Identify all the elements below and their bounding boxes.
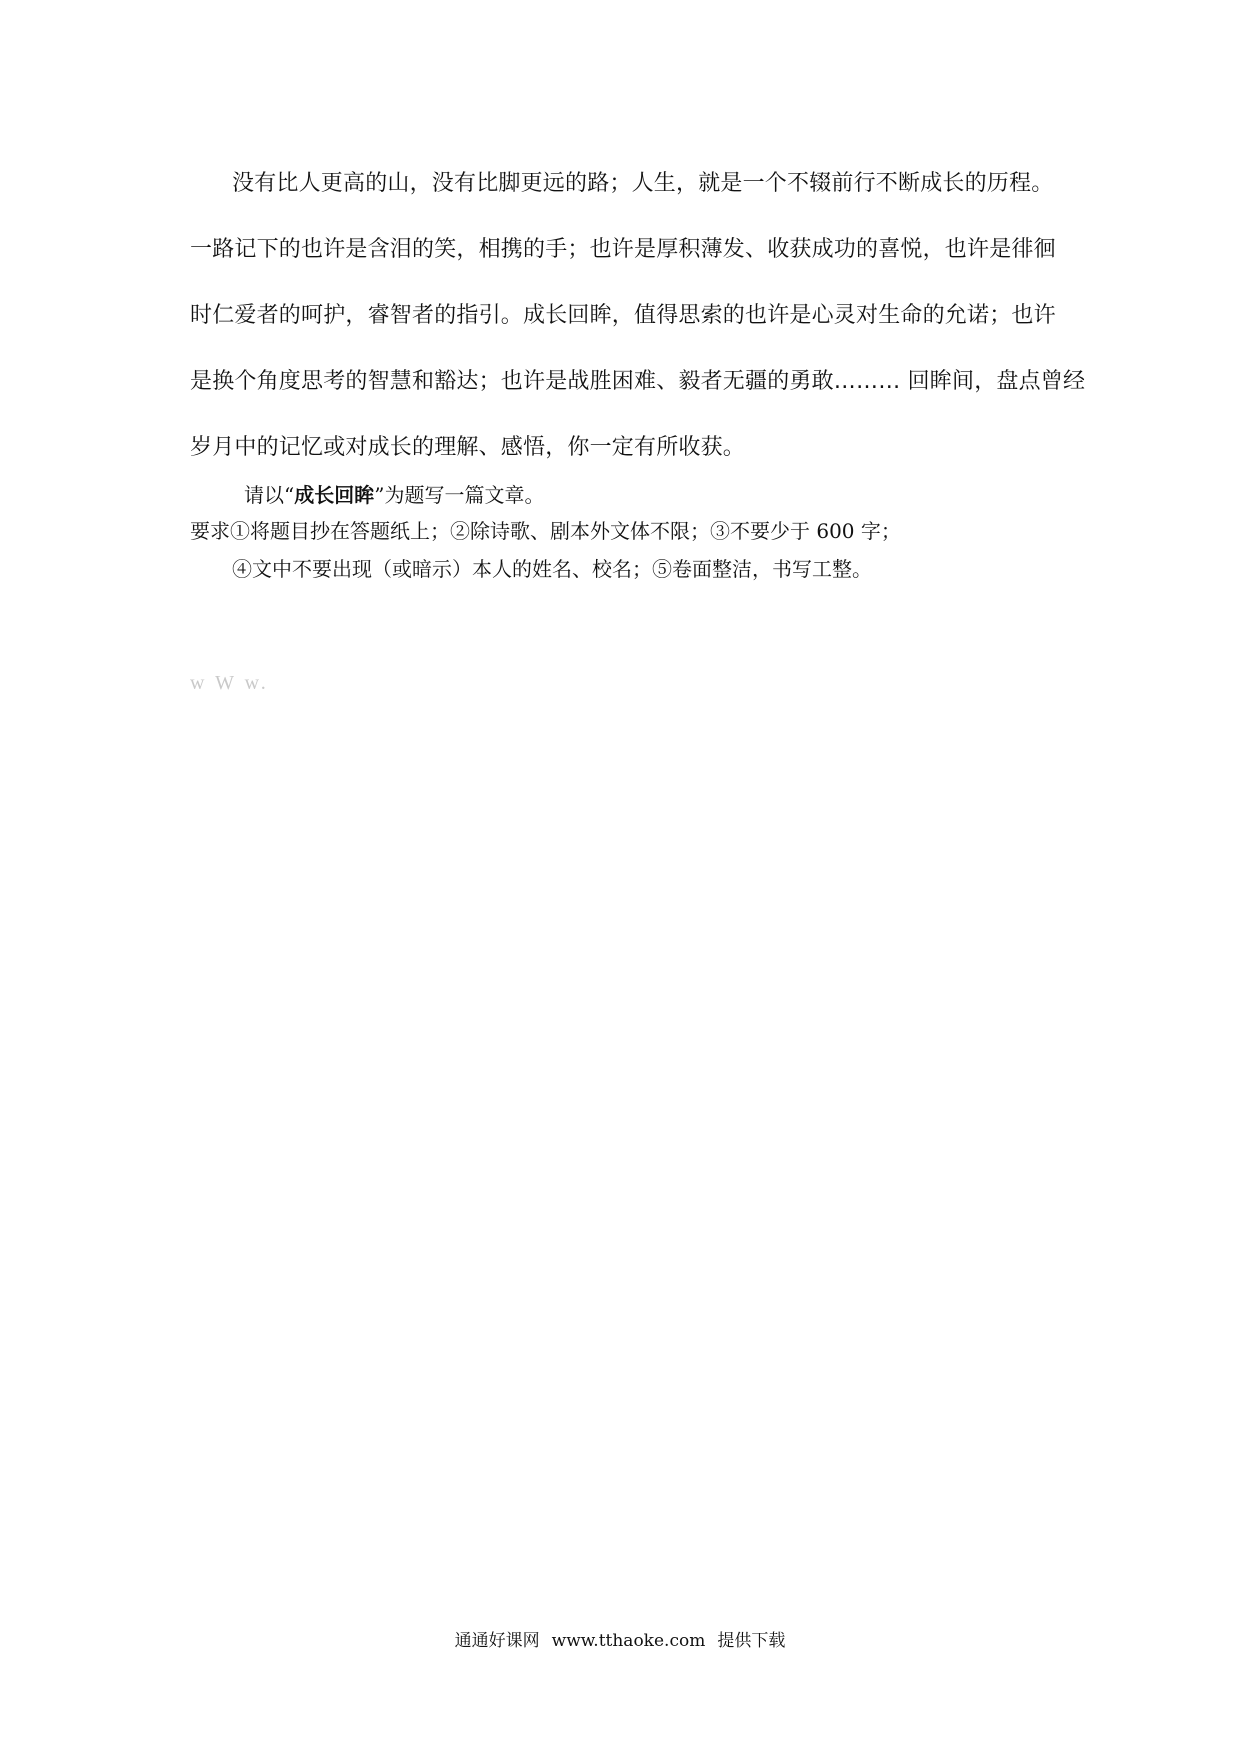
page-footer [0,1626,1240,1651]
prompt-suffix: ”为题写一篇文章。 [374,483,545,507]
footer-suffix: 提供下载 [717,1631,786,1651]
requirements-line-1: 要求①将题目抄在答题纸上；②除诗歌、剧本外文体不限；③不要少于 600 字； [190,519,901,543]
passage-line-5: 岁月中的记忆或对成长的理解、感悟，你一定有所收获。 [190,435,746,460]
prompt-prefix: 请以“ [244,483,295,507]
footer-site-name: 通通好课网 [454,1631,540,1651]
passage-line-4: 是换个角度思考的智慧和豁达；也许是战胜困难、毅者无疆的勇敢……… 回眸间，盘点曾经 [190,369,1086,394]
passage-line-3: 时仁爱者的呵护，睿智者的指引。成长回眸，值得思索的也许是心灵对生命的允诺；也许 [190,303,1056,328]
writing-prompt [244,482,544,508]
passage-line-1: 没有比人更高的山，没有比脚更远的路；人生，就是一个不辍前行不断成长的历程。 [232,171,1054,196]
passage-line-2: 一路记下的也许是含泪的笑，相携的手；也许是厚积薄发、收获成功的喜悦，也许是徘徊 [190,237,1056,262]
footer-url[interactable]: www.tthaoke.com [551,1631,706,1651]
requirements-line-2: ④文中不要出现（或暗示）本人的姓名、校名；⑤卷面整洁，书写工整。 [232,557,872,581]
watermark-text: w W w. [190,672,269,694]
essay-title: 成长回眸 [294,483,375,507]
